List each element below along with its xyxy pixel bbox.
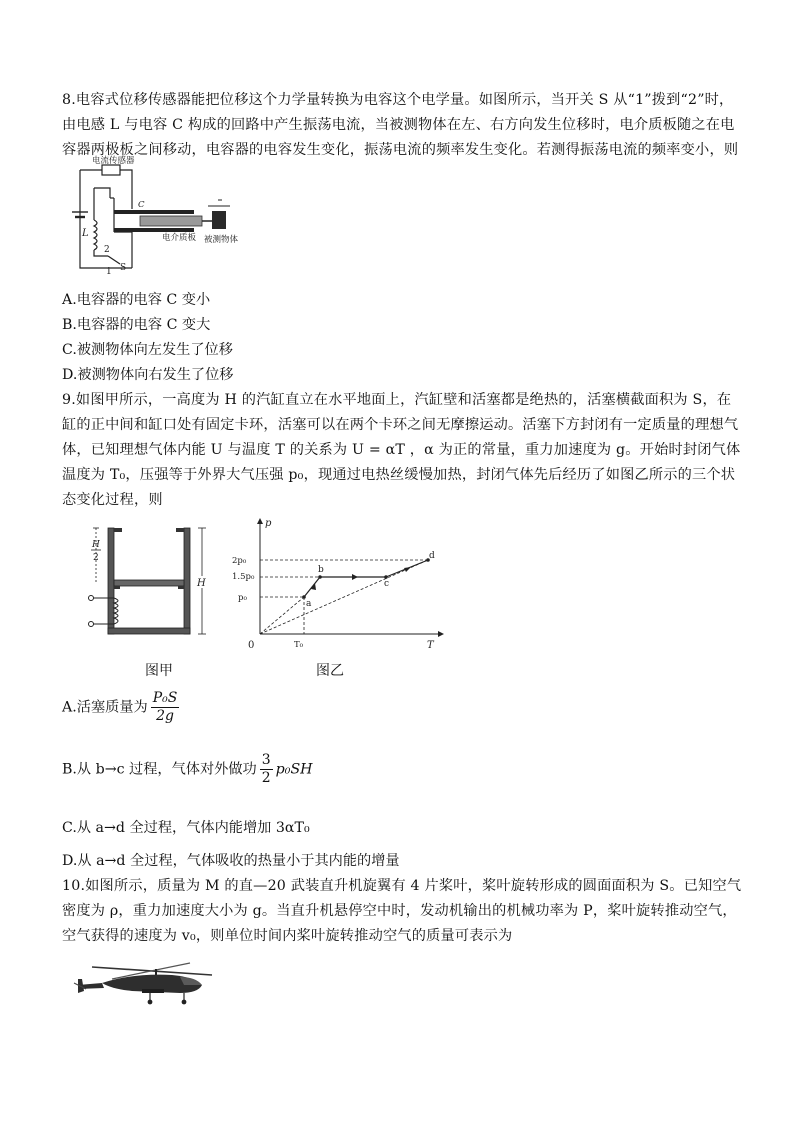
q9-option-a-prefix: A.活塞质量为 [62, 699, 148, 716]
caption-jia: 图甲 [145, 663, 173, 679]
q9-option-b-fraction [260, 752, 273, 787]
label-C: C [138, 200, 145, 210]
tick-p0: p₀ [238, 593, 247, 603]
capacitor-top-plate [114, 210, 194, 214]
point-d: d [429, 551, 435, 561]
point-c: c [384, 579, 390, 589]
q9-option-b-suffix: p₀SH [275, 761, 313, 778]
pT-graph-yi [232, 516, 446, 650]
frac-num: 3 [261, 752, 271, 768]
cylinder-figure-jia [84, 520, 214, 640]
q8-stem: 8.电容式位移传感器能把位移这个力学量转换为电容这个电学量。如图所示，当开关 S 从“1”拨到“2”时，由电感 L 与电容 C 构成的回路中产生振荡电流，当被测物体在左、右方向发生位移时，电介质板随之在电容器两极板之间移动，电容器的电容发生变化，振荡电流的频率发生变化。若测得振荡电流的频率变小，则 [62, 92, 739, 158]
label-H-half-num: H [92, 540, 100, 550]
q10-stem: 10.如图所示，质量为 M 的直—20 武装直升机旋翼有 4 片桨叶，桨叶旋转形成的圆面面积为 S。已知空气密度为 ρ，重力加速度大小为 g。当直升机悬停空中时，发动机输出的机械功率为 P，桨叶旋转推动空气，空气获得的速度为 v₀，则单位时间内桨叶旋转推动空气的质量可表示为 [62, 878, 742, 944]
tick-1-5p0: 1.5p₀ [232, 572, 255, 582]
q9-option-b-prefix: B.从 b→c 过程，气体对外做功 [62, 761, 257, 778]
capacitor-bottom-plate [114, 228, 194, 232]
axis-label-T: T [427, 640, 434, 651]
point-a: a [306, 599, 312, 609]
label-H: H [197, 578, 206, 589]
label-2: 2 [104, 245, 110, 255]
axis-label-p: p [265, 518, 272, 529]
heating-wire-coil [114, 598, 118, 624]
tick-2p0: 2p₀ [232, 556, 247, 566]
piston [114, 580, 184, 586]
q9-option-a-fraction [151, 690, 180, 725]
q9-option-b[interactable] [62, 752, 313, 787]
label-S: S [120, 263, 127, 273]
label-1: 1 [106, 267, 112, 277]
label-current-sensor: 电流传感器 [92, 156, 135, 166]
caption-yi: 图乙 [316, 663, 344, 679]
frac-den: 2 [261, 770, 271, 786]
point-b: b [318, 565, 324, 575]
q8-option-d[interactable]: D.被测物体向右发生了位移 [62, 367, 234, 383]
axis-origin: 0 [248, 640, 255, 651]
label-measured-object: 被测物体 [204, 235, 239, 245]
inductor-coil [94, 220, 97, 250]
switch-blade [108, 256, 120, 264]
label-H-half-den: 2 [93, 553, 99, 563]
q8-option-c[interactable]: C.被测物体向左发生了位移 [62, 342, 233, 358]
q9-option-c[interactable]: C.从 a→d 全过程，气体内能增加 3αT₀ [62, 820, 310, 836]
tick-T0: T₀ [294, 640, 304, 650]
label-dielectric-plate: 电介质板 [162, 233, 197, 243]
measured-object [212, 211, 226, 229]
process-a-b [304, 577, 320, 597]
frac-num: P₀S [152, 690, 178, 706]
frac-den: 2g [156, 708, 174, 724]
helicopter-image [72, 955, 217, 1007]
q9-option-a[interactable] [62, 690, 182, 725]
q9-stem: 9.如图甲所示，一高度为 H 的汽缸直立在水平地面上，汽缸壁和活塞都是绝热的，活塞横截面积为 S，在缸的正中间和缸口处有固定卡环，活塞可以在两个卡环之间无摩擦运动。活塞下方封闭有一定质量的理想气体，已知理想气体内能 U 与温度 T 的关系为 U = αT ，α 为正的常量，重力加速度为 g。开始时封闭气体温度为 T₀，压强等于外界大气压强 p₀，现通过电热丝缓慢加热，封闭气体先后经历了如图乙所示的三个状态变化过程，则 [62, 392, 741, 508]
q8-option-a[interactable]: A.电容器的电容 C 变小 [62, 292, 211, 308]
q9-option-d[interactable]: D.从 a→d 全过程，气体吸收的热量小于其内能的增量 [62, 853, 400, 869]
label-L: L [82, 228, 89, 239]
current-sensor [102, 165, 120, 175]
q8-option-b[interactable]: B.电容器的电容 C 变大 [62, 317, 211, 333]
dielectric-plate [140, 216, 202, 226]
capacitor-sensor-circuit-figure [62, 156, 252, 277]
